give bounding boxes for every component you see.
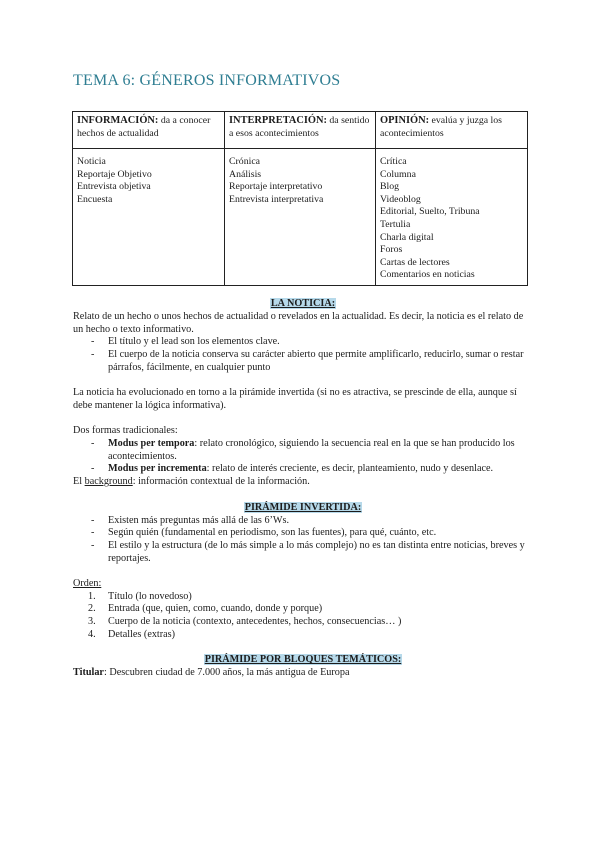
column-description: da a conocer hechos de actualidad <box>77 115 211 139</box>
list-item: - Modus per tempora: relato cronológico, siguiendo la secuencia real en la que se han producido los acontecimientos. <box>108 438 533 463</box>
table-cell <box>376 149 528 286</box>
genre-item: Reportaje interpretativo <box>229 181 323 193</box>
genre-item: Columna <box>380 168 416 180</box>
genre-item: Noticia <box>77 156 106 167</box>
order-list <box>73 591 533 642</box>
background-line: El background: información contextual de la información. <box>73 476 310 488</box>
genre-item: Comentarios en noticias <box>380 269 475 281</box>
order-label: Orden: <box>73 578 102 589</box>
genre-item: Análisis <box>229 168 262 180</box>
column-heading: INTERPRETACIÓN: <box>229 115 327 126</box>
genre-item: Cartas de lectores <box>380 256 450 268</box>
table-header-cell <box>73 112 225 149</box>
genre-item: Charla digital <box>380 231 434 243</box>
table-body-row <box>73 149 528 286</box>
section-heading-piramide: PIRÁMIDE INVERTIDA: <box>244 501 362 513</box>
genre-item: Encuesta <box>77 193 113 205</box>
genre-item: Crítica <box>380 156 407 167</box>
background-term: background <box>84 476 133 488</box>
list-item: 3. Cuerpo de la noticia (contexto, antecedentes, hechos, consecuencias… ) <box>88 616 402 628</box>
list-item: - Según quién (fundamental en periodismo, son las fuentes), para qué, cuánto, etc. <box>108 527 533 540</box>
section-heading-noticia: LA NOTICIA: <box>270 298 336 309</box>
genre-item: Reportaje Objetivo <box>77 168 152 180</box>
list-item: - El cuerpo de la noticia conserva su carácter abierto que permite amplificarlo, reducirlo, sumar o restar párrafos, fácilmente, en cualquier punto <box>108 349 533 374</box>
noticia-evolution: La noticia ha evolucionado en torno a la pirámide invertida (si no es atractiva, se prescinde de ella, aunque sí debe mantener la lógica informativa). <box>73 387 517 411</box>
genre-item: Blog <box>380 181 400 193</box>
forms-intro: Dos formas tradicionales: <box>73 425 178 437</box>
table-header-cell <box>376 112 528 149</box>
column-heading: INFORMACIÓN: <box>77 115 159 126</box>
column-heading: OPINIÓN: <box>380 115 430 126</box>
list-item: 1. Título (lo novedoso) <box>88 590 192 602</box>
list-item: 2. Entrada (que, quien, como, cuando, donde y porque) <box>88 603 323 615</box>
column-description: evalúa y juzga los acontecimientos <box>380 115 502 139</box>
genre-item: Foros <box>380 244 403 256</box>
table-cell <box>73 149 225 286</box>
table-header-row <box>73 112 528 149</box>
list-item: - Modus per incrementa: relato de interés creciente, es decir, planteamiento, nudo y desenlace. <box>108 463 533 476</box>
document-body <box>73 298 533 680</box>
noticia-bullets <box>73 336 533 374</box>
list-item: - El estilo y la estructura (de lo más simple a lo más complejo) no es tan distinta entre noticias, breves y reportajes. <box>108 540 533 565</box>
list-item: - Existen más preguntas más allá de las 6’Ws. <box>108 515 533 528</box>
column-description: da sentido a esos acontecimientos <box>229 115 370 139</box>
titular-label: Titular <box>73 667 104 679</box>
noticia-intro: Relato de un hecho o unos hechos de actualidad o revelados en la actualidad. Es decir, la noticia es el relato de un hecho o texto informativo. <box>73 311 524 335</box>
section-heading-bloques: PIRÁMIDE POR BLOQUES TEMÁTICOS: <box>204 654 402 666</box>
genre-item: Videoblog <box>380 193 421 205</box>
table-header-cell <box>225 112 376 149</box>
titular-line: Titular: Descubren ciudad de 7.000 años, la más antigua de Europa <box>73 667 350 679</box>
form-term: Modus per incrementa <box>108 463 207 475</box>
genre-item: Editorial, Suelto, Tribuna <box>380 206 480 218</box>
page-title: TEMA 6: GÉNEROS INFORMATIVOS <box>73 72 341 89</box>
genre-item: Entrevista interpretativa <box>229 193 324 205</box>
list-item: 4. Detalles (extras) <box>88 628 176 640</box>
genre-item: Crónica <box>229 156 261 167</box>
forms-list <box>73 438 533 476</box>
genre-item: Tertulia <box>380 218 411 230</box>
table-cell <box>225 149 376 286</box>
genre-item: Entrevista objetiva <box>77 181 151 193</box>
list-item: - El título y el lead son los elementos clave. <box>108 336 533 349</box>
piramide-bullets <box>73 515 533 566</box>
genres-table <box>72 111 528 286</box>
form-term: Modus per tempora <box>108 438 195 449</box>
